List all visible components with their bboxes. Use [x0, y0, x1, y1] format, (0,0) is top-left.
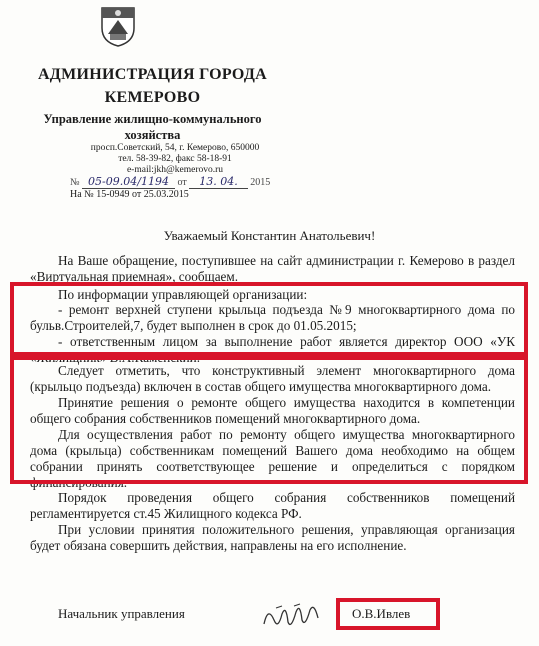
- signatory-name: О.В.Ивлев: [352, 606, 411, 621]
- paragraph-works: Для осуществления работ по ремонту общего имущества многоквартирного дома (крыльца) собственникам помещений Вашего дома необходимо на общем собрании принять соответствующее решение и определиться с порядком финансирования.: [30, 427, 515, 490]
- reference-number: На № 15-0949 от 25.03.2015: [70, 189, 189, 200]
- signature-icon: [258, 596, 328, 634]
- paragraph-note-element: Следует отметить, что конструктивный элемент многоквартирного дома (крыльцо подъезда) включен в состав общего имущества многоквартирного дома.: [30, 363, 515, 394]
- admin-title-line1: АДМИНИСТРАЦИЯ ГОРОДА: [37, 66, 268, 83]
- greeting: Уважаемый Константин Анатольевич!: [163, 228, 376, 243]
- department-line2: хозяйства: [124, 128, 181, 142]
- highlight-box-info: [10, 282, 528, 356]
- paragraph-decision: Принятие решения о ремонте общего имущества находится в компетенции общего собрания собственников помещений многоквартирного дома.: [30, 395, 515, 426]
- email: e-mail:jkh@kemerovo.ru: [126, 165, 224, 175]
- coat-of-arms-icon: [98, 4, 138, 48]
- address: просп.Советский, 54, г. Кемерово, 650000: [90, 143, 260, 153]
- outgoing-prefix: №: [70, 177, 80, 188]
- paragraph-info-header: По информации управляющей организации:: [58, 287, 308, 302]
- department-line1: Управление жилищно-коммунального: [43, 112, 262, 126]
- paragraph-condition: При условии принятия положительного решения, управляющая организация будет обязана совершить действия, направлены на его исполнение.: [30, 522, 515, 553]
- outgoing-number-line: [70, 175, 270, 188]
- signatory-position: Начальник управления: [58, 606, 185, 621]
- admin-title-line2: КЕМЕРОВО: [104, 89, 201, 106]
- outgoing-date: 13. 04.: [189, 175, 247, 189]
- paragraph-intro: На Ваше обращение, поступившее на сайт администрации г. Кемерово в раздел «Виртуальная приемная», сообщаем.: [30, 253, 515, 284]
- paragraph-procedure: Порядок проведения общего собрания собственников помещений регламентируется ст.45 Жилищного кодекса РФ.: [30, 490, 515, 521]
- outgoing-number: 05-09.04/1194: [82, 175, 175, 189]
- highlight-box-ownership: [10, 356, 528, 484]
- phone-fax: тел. 58-39-82, факс 58-18-91: [118, 154, 232, 164]
- outgoing-year: 2015: [250, 177, 271, 188]
- outgoing-from: от: [177, 177, 187, 188]
- paragraph-repair-deadline: - ремонт верхней ступени крыльца подъезда №9 многоквартирного дома по бульв.Строителей,7, будет выполнен в срок до 01.05.2015;: [30, 302, 515, 333]
- paragraph-responsible: - ответственным лицом за выполнение работ является директор ООО «УК «Жилищник» В.А.Каменский.: [30, 334, 515, 365]
